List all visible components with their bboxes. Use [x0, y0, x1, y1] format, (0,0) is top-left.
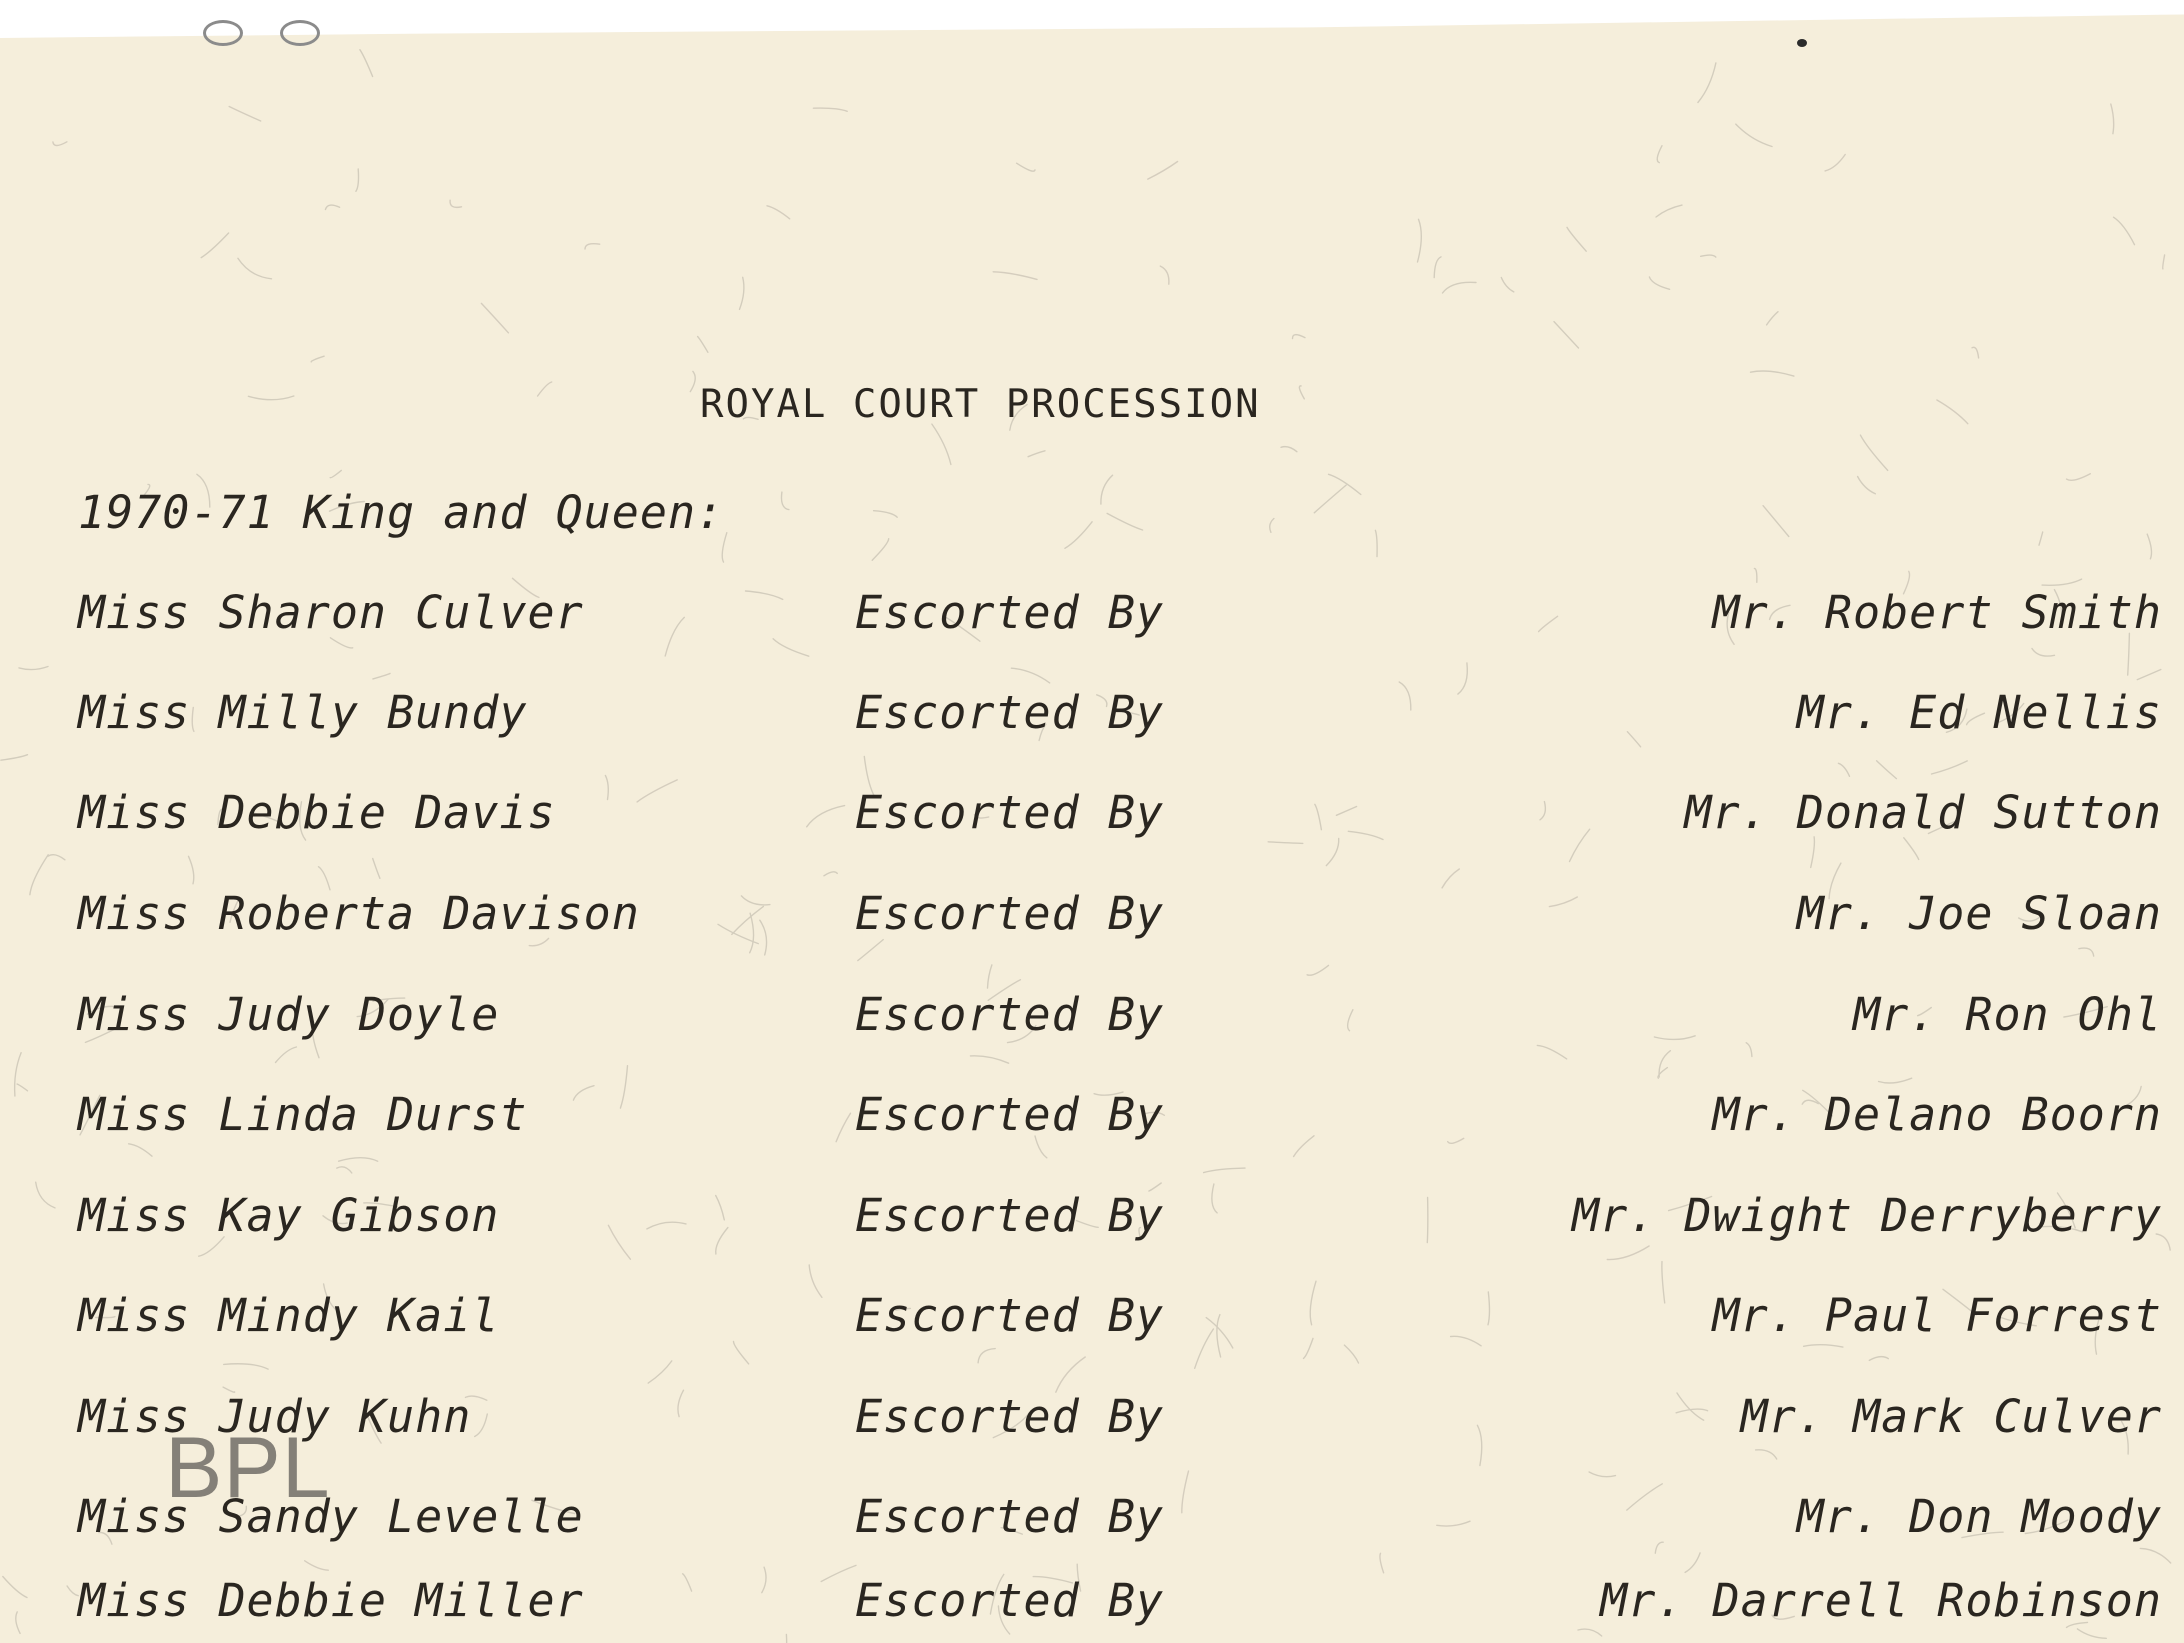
escorted-by-label: Escorted By — [855, 887, 1165, 940]
paper-fiber — [248, 396, 293, 400]
escort-name: Mr. Ed Nellis — [1796, 686, 2162, 739]
paper-fiber — [1270, 519, 1274, 533]
paper-fiber — [1160, 266, 1169, 284]
paper-fiber — [1701, 255, 1716, 257]
paper-fiber — [1659, 1051, 1670, 1077]
paper-fiber — [1685, 1553, 1700, 1573]
court-member-name: Miss Judy Kuhn — [78, 1390, 472, 1443]
paper-fiber — [1329, 474, 1361, 494]
paper-fiber — [1065, 522, 1092, 549]
paper-fiber — [1, 755, 28, 761]
escorted-by-label: Escorted By — [855, 1088, 1165, 1141]
escorted-by-label: Escorted By — [855, 1490, 1165, 1543]
paper-fiber — [373, 673, 390, 679]
paper-fiber — [1825, 155, 1845, 171]
escorted-by-label: Escorted By — [855, 1390, 1165, 1443]
paper-fiber — [305, 1561, 329, 1570]
escort-name: Mr. Dwight Derryberry — [1572, 1189, 2162, 1242]
paper-fiber — [19, 667, 48, 670]
paper-fiber — [1698, 63, 1716, 103]
paper-fiber — [17, 1084, 27, 1091]
procession-row — [0, 1574, 2184, 1638]
paper-fiber — [330, 470, 341, 477]
paper-fiber — [767, 206, 790, 219]
paper-fiber — [339, 1158, 378, 1162]
paper-fiber — [2163, 255, 2165, 269]
paper-fiber — [1101, 475, 1113, 504]
procession-row — [0, 686, 2184, 750]
archive-watermark: BPL — [165, 1420, 331, 1516]
paper-fiber — [1736, 124, 1772, 146]
paper-fiber — [325, 205, 339, 209]
escort-name: Mr. Ron Ohl — [1852, 988, 2162, 1041]
paper-fiber — [2039, 532, 2043, 545]
escorted-by-label: Escorted By — [855, 1574, 1165, 1627]
paper-fiber — [229, 107, 261, 122]
paper-fiber — [1649, 277, 1669, 289]
paper-fiber — [1860, 435, 1887, 470]
binder-ring-icon — [203, 20, 243, 46]
paper-fiber — [585, 244, 600, 249]
court-member-name: Miss Sandy Levelle — [78, 1490, 584, 1543]
paper-fiber — [1858, 477, 1876, 494]
binder-ring-icon — [280, 20, 320, 46]
paper-fiber — [1937, 400, 1968, 424]
paper-fiber — [698, 337, 708, 353]
paper-fiber — [1299, 386, 1304, 399]
paper-fiber — [1657, 146, 1662, 163]
paper-fiber — [2111, 104, 2114, 134]
paper-fiber — [1107, 513, 1143, 530]
paper-fiber — [1204, 1168, 1245, 1173]
paper-fiber — [993, 272, 1037, 280]
paper-fiber — [1554, 322, 1579, 348]
paper-fiber — [238, 258, 272, 279]
page-title: ROYAL COURT PROCESSION — [700, 382, 1261, 427]
paper-fiber — [872, 539, 889, 561]
paper-fiber — [201, 233, 228, 258]
paper-fiber — [1754, 568, 1756, 582]
paper-fiber — [874, 511, 898, 518]
procession-row — [0, 1289, 2184, 1353]
paper-fiber — [1281, 447, 1297, 452]
paper-fiber — [1434, 257, 1441, 278]
paper-fiber — [1932, 761, 1968, 774]
paper-fiber — [2042, 579, 2082, 585]
paper-fiber — [1972, 347, 1979, 358]
punch-hole-icon — [1797, 39, 1807, 47]
paper-fiber — [53, 142, 67, 146]
escorted-by-label: Escorted By — [855, 786, 1165, 839]
paper-fiber — [1877, 761, 1897, 779]
section-intro: 1970-71 King and Queen: — [78, 486, 725, 539]
court-member-name: Miss Sharon Culver — [78, 586, 584, 639]
paper-fiber — [1751, 371, 1794, 376]
paper-fiber — [373, 859, 380, 879]
paper-fiber — [740, 277, 744, 309]
paper-fiber — [1656, 205, 1682, 217]
paper-fiber — [1869, 1357, 1888, 1361]
court-member-name: Miss Judy Doyle — [78, 988, 500, 1041]
paper-fiber — [781, 492, 788, 510]
court-member-name: Miss Linda Durst — [78, 1088, 528, 1141]
escorted-by-label: Escorted By — [855, 988, 1165, 1041]
paper-fiber — [1148, 162, 1178, 180]
procession-row — [0, 1189, 2184, 1253]
escort-name: Mr. Robert Smith — [1712, 586, 2162, 639]
paper-fiber — [1375, 530, 1377, 556]
scan-edge — [0, 0, 2184, 38]
escort-name: Mr. Don Moody — [1796, 1490, 2162, 1543]
escorted-by-label: Escorted By — [855, 1289, 1165, 1342]
paper-fiber — [1658, 1068, 1667, 1079]
paper-fiber — [538, 382, 552, 396]
escorted-by-label: Escorted By — [855, 1189, 1165, 1242]
court-member-name: Miss Milly Bundy — [78, 686, 528, 739]
paper-fiber — [2137, 670, 2161, 680]
paper-fiber — [1292, 335, 1305, 339]
procession-row — [0, 1088, 2184, 1152]
escort-name: Mr. Paul Forrest — [1712, 1289, 2162, 1342]
paper-fiber — [15, 1053, 21, 1096]
paper-fiber — [690, 371, 695, 391]
paper-fiber — [813, 108, 847, 111]
paper-fiber — [30, 855, 48, 895]
paper-fiber — [1056, 1357, 1085, 1392]
paper-fiber — [1501, 278, 1514, 292]
escorted-by-label: Escorted By — [855, 686, 1165, 739]
paper-fiber — [988, 965, 992, 988]
paper-fiber — [481, 303, 508, 332]
paper-fiber — [970, 1056, 1008, 1063]
paper-fiber — [1443, 282, 1477, 293]
paper-fiber — [1017, 163, 1035, 171]
paper-fiber — [1028, 451, 1045, 457]
paper-fiber — [648, 1361, 672, 1383]
paper-fiber — [824, 872, 837, 876]
paper-fiber — [356, 169, 359, 191]
paper-fiber — [1767, 312, 1778, 325]
paper-fiber — [450, 200, 461, 207]
paper-fiber — [2067, 474, 2091, 481]
paper-fiber — [1418, 219, 1422, 262]
procession-row — [0, 786, 2184, 850]
court-member-name: Miss Debbie Davis — [78, 786, 556, 839]
paper-fiber — [189, 856, 194, 884]
escort-name: Mr. Mark Culver — [1740, 1390, 2162, 1443]
paper-fiber — [932, 424, 951, 464]
paper-fiber — [224, 1364, 268, 1369]
paper-fiber — [311, 356, 324, 362]
paper-fiber — [1879, 1078, 1912, 1083]
paper-fiber — [1380, 1553, 1384, 1573]
paper-fiber — [1307, 965, 1328, 975]
court-member-name: Miss Kay Gibson — [78, 1189, 500, 1242]
paper-fiber — [48, 855, 65, 860]
escort-name: Mr. Joe Sloan — [1796, 887, 2162, 940]
paper-fiber — [1567, 227, 1586, 251]
escort-name: Mr. Donald Sutton — [1684, 786, 2162, 839]
court-member-name: Miss Mindy Kail — [78, 1289, 500, 1342]
paper-fiber — [1314, 485, 1346, 513]
paper-fiber — [2114, 217, 2135, 245]
paper-fiber — [1763, 506, 1789, 537]
escort-name: Mr. Delano Boorn — [1712, 1088, 2162, 1141]
court-member-name: Miss Roberta Davison — [78, 887, 640, 940]
procession-row — [0, 586, 2184, 650]
paper-fiber — [1589, 1472, 1615, 1477]
paper-fiber — [1838, 763, 1849, 776]
paper-fiber — [1011, 668, 1049, 683]
paper-fiber — [360, 50, 373, 77]
court-member-name: Miss Debbie Miller — [78, 1574, 584, 1627]
procession-row — [0, 988, 2184, 1052]
escort-name: Mr. Darrell Robinson — [1600, 1574, 2162, 1627]
paper-fiber — [337, 1167, 352, 1173]
paper-fiber — [2147, 534, 2151, 559]
paper-fiber — [1442, 869, 1459, 888]
escorted-by-label: Escorted By — [855, 586, 1165, 639]
procession-row — [0, 887, 2184, 951]
